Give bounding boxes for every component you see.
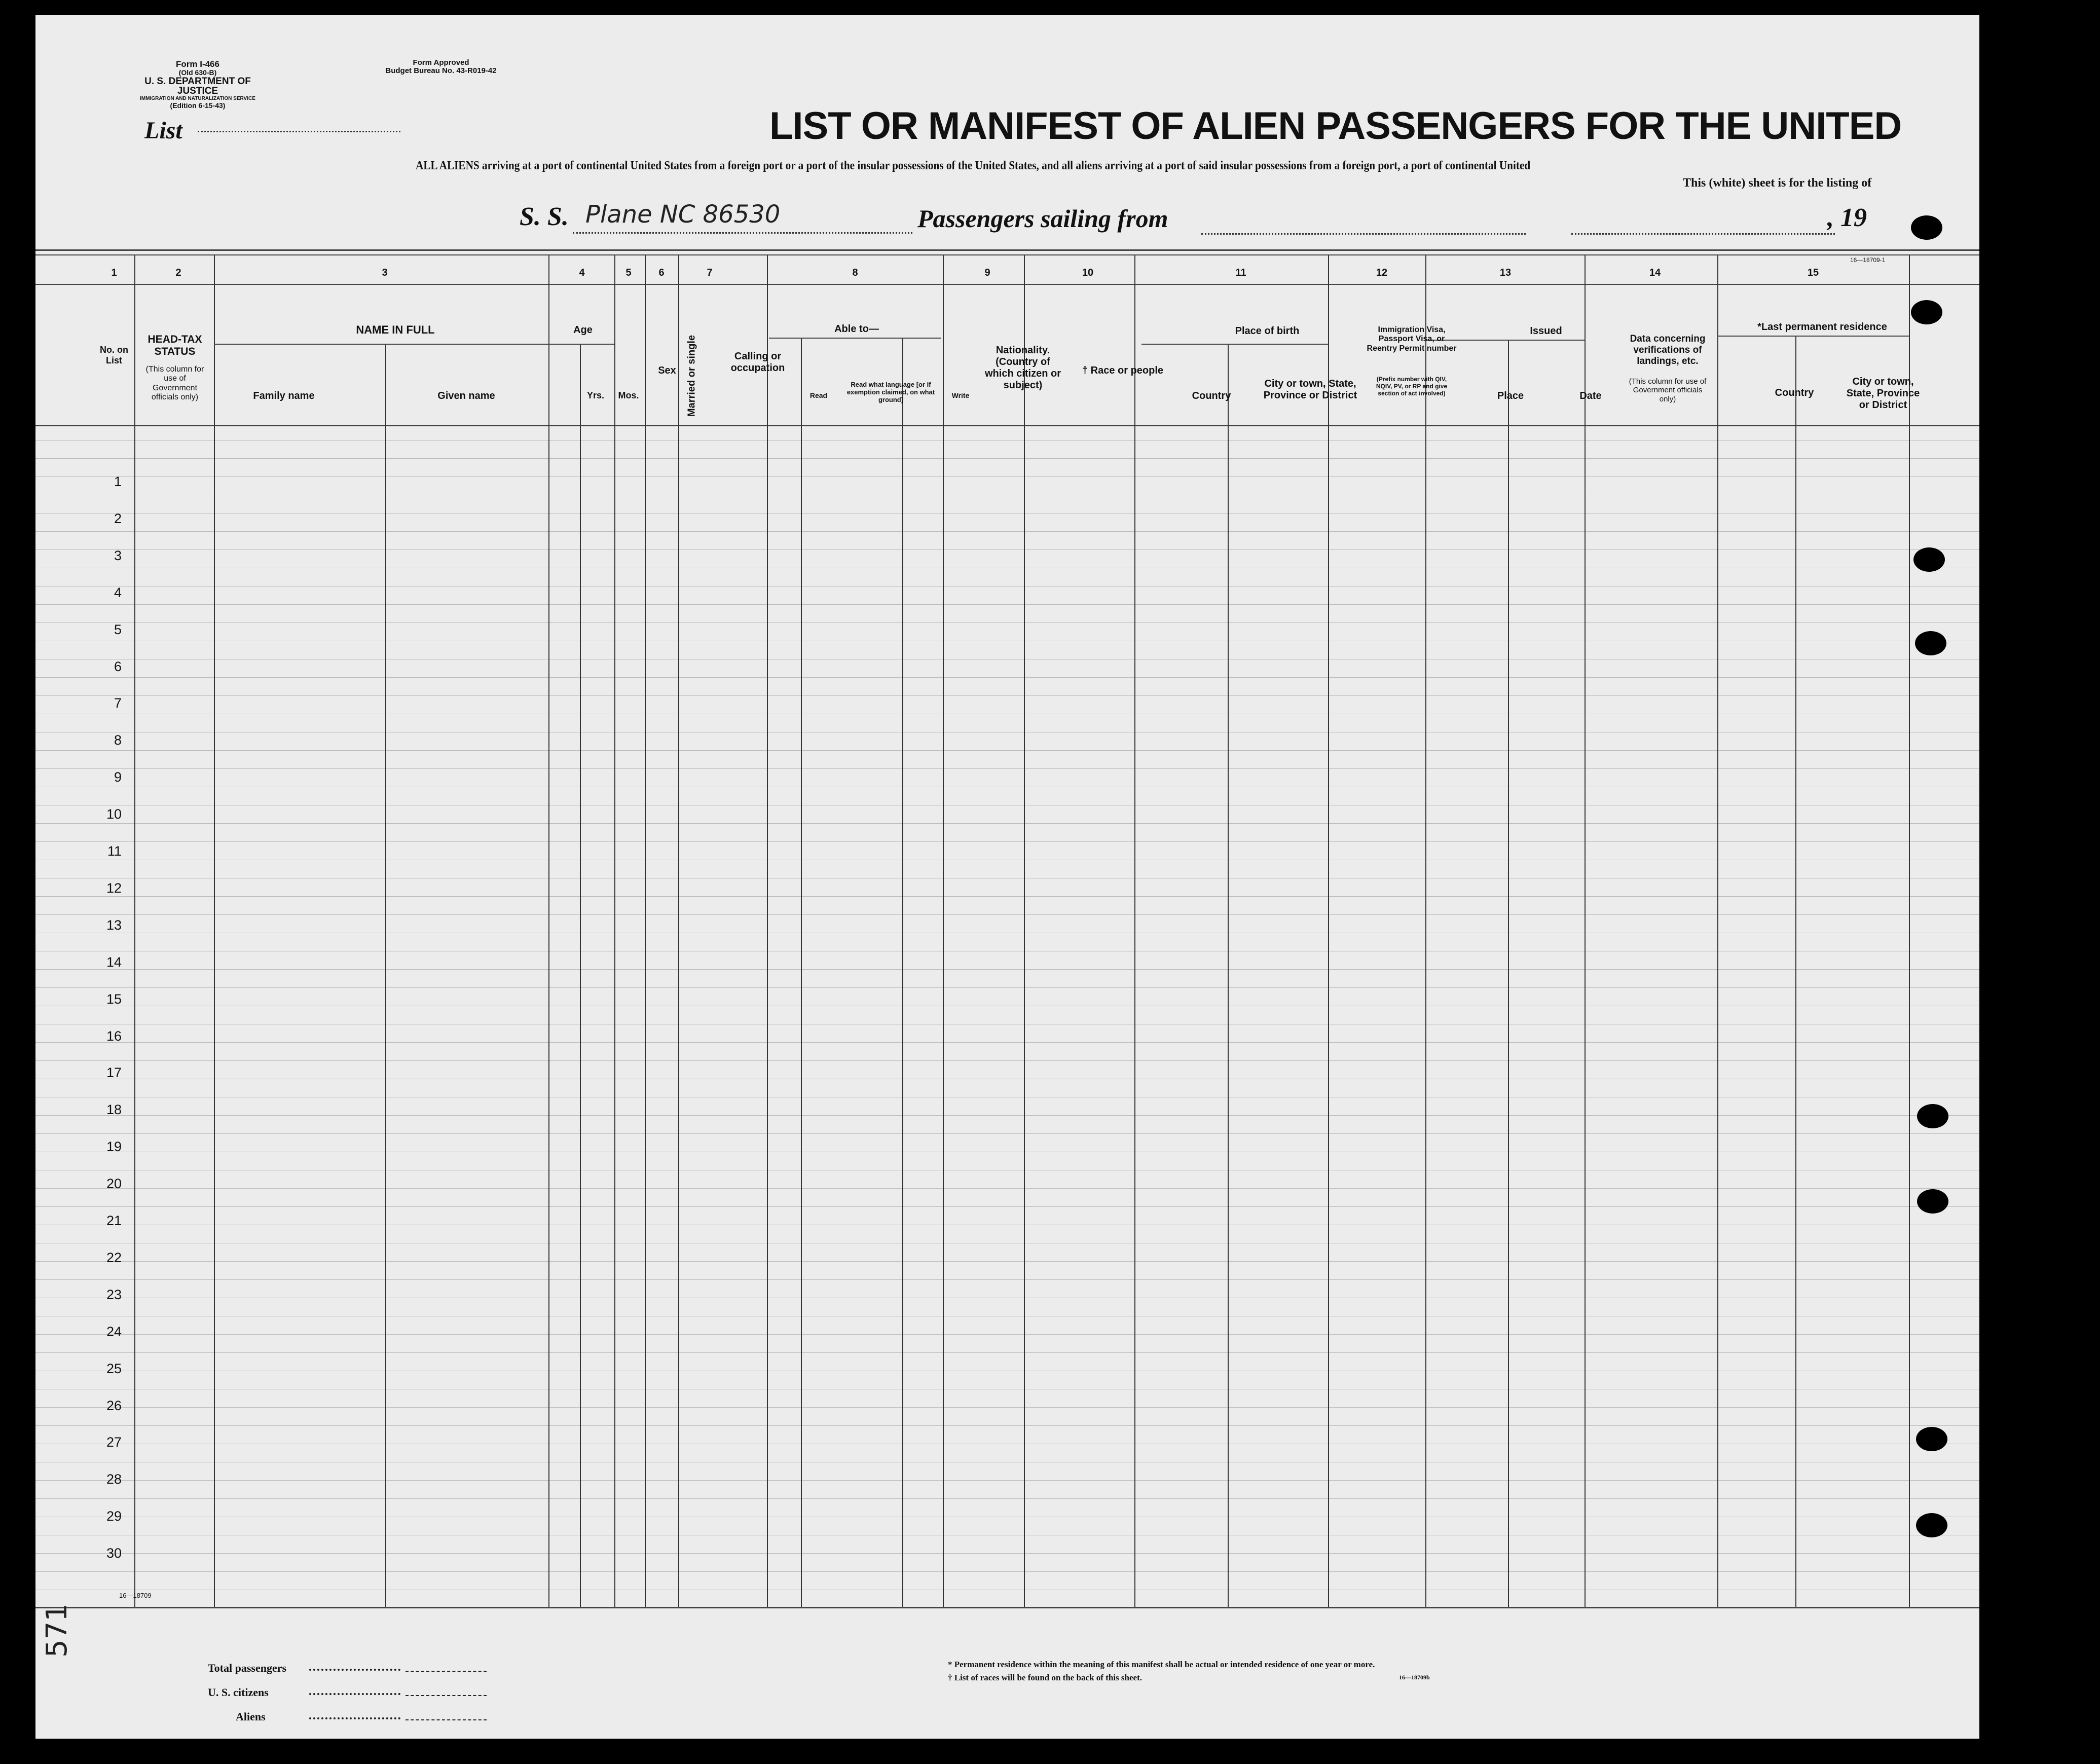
column-rule (1024, 255, 1025, 1607)
vessel-name-handwritten: Plane NC 86530 (585, 200, 781, 229)
ledger-line (35, 1261, 1979, 1262)
column-rule (801, 338, 802, 1607)
ledger-line (35, 969, 1979, 970)
ledger-line (35, 1042, 1979, 1043)
row-number: 10 (106, 806, 122, 822)
edition: (Edition 6-15-43) (170, 101, 226, 109)
hdr-nationality: Nationality. (Country of which citizen or subject) (984, 345, 1061, 391)
vessel-name-field (573, 232, 912, 234)
row-number: 19 (106, 1139, 122, 1155)
sailing-port-field (1201, 233, 1526, 235)
column-rule (1909, 255, 1910, 1607)
row-number: 23 (106, 1287, 122, 1302)
colnum-bottom-rule (35, 284, 1979, 285)
punch-hole (1917, 1189, 1948, 1214)
punch-hole (1916, 1427, 1947, 1451)
row-number: 16 (106, 1028, 122, 1044)
row-number: 15 (106, 991, 122, 1007)
hdr-place-of-birth: Place of birth (1235, 325, 1300, 337)
column-rule (1228, 344, 1229, 1607)
row-number: 3 (114, 547, 122, 563)
hdr-family-name: Family name (253, 390, 315, 401)
colnum-9: 9 (984, 267, 990, 278)
hdr-calling: Calling or occupation (730, 351, 785, 374)
column-rule (548, 255, 549, 1607)
birth-subheader-rule (1141, 344, 1328, 345)
column-rule (134, 255, 135, 1607)
column-rule (385, 344, 386, 1607)
row-number: 12 (106, 880, 122, 896)
ledger-line (35, 1480, 1979, 1481)
row-number: 21 (106, 1213, 122, 1228)
hdr-head-tax: HEAD-TAX STATUS (148, 334, 202, 358)
row-number: 18 (106, 1102, 122, 1118)
ledger-line (35, 549, 1979, 550)
column-rule (1585, 255, 1586, 1607)
budget-bureau: Budget Bureau No. 43-R019-42 (385, 66, 497, 75)
hdr-married: Married or single (686, 335, 697, 417)
punch-hole (1911, 215, 1942, 240)
ledger-line (35, 768, 1979, 769)
ledger-line (35, 604, 1979, 605)
hdr-able-to: Able to— (834, 323, 879, 335)
row-number: 8 (114, 732, 122, 748)
column-rule (902, 338, 903, 1607)
hdr-read-language: Read what language [or if exemption claimed, on what ground] (846, 381, 935, 403)
hdr-issued-date: Date (1579, 390, 1602, 401)
hdr-data-concerning: Data concerning verifications of landings, etc. (1630, 334, 1706, 366)
hdr-res-city: City or town, State, Province or District (1846, 376, 1920, 411)
hdr-last-residence: *Last permanent residence (1757, 321, 1887, 333)
table-bottom-rule (35, 1607, 1979, 1608)
able-subheader-rule (769, 338, 941, 339)
column-rule (614, 255, 615, 1607)
row-number: 14 (106, 954, 122, 970)
hdr-issued: Issued (1530, 325, 1562, 337)
instructions-line-1: ALL ALIENS arriving at a port of continental United States from a foreign port or a port of the insular possessions of the United States, and all aliens arriving at a port of said insular possessions from a foreign port, a port of continental United (416, 159, 1531, 172)
hdr-res-country: Country (1775, 387, 1814, 398)
column-rule (1425, 255, 1426, 1607)
colnum-7: 7 (707, 267, 713, 278)
row-number: 20 (106, 1176, 122, 1192)
punch-hole (1916, 1513, 1947, 1537)
old-form-number: (Old 630-B) (178, 68, 217, 77)
column-rule (678, 255, 679, 1607)
colnum-15: 15 (1807, 267, 1819, 278)
ss-prefix: S. S. (520, 202, 569, 231)
service: IMMIGRATION AND NATURALIZATION SERVICE (140, 96, 255, 102)
form-number: Form I-466 (176, 59, 219, 69)
column-rule (1717, 255, 1718, 1607)
column-rule (1795, 336, 1796, 1607)
instructions-line-2: This (white) sheet is for the listing of (1683, 176, 1872, 190)
ledger-line (35, 1133, 1979, 1134)
row-number: 7 (114, 695, 122, 711)
approval-block (360, 59, 522, 75)
sailing-from-label: Passengers sailing from (917, 204, 1168, 233)
row-number: 9 (114, 769, 122, 785)
print-code-top: 16—18709-1 (1850, 256, 1886, 264)
hdr-issued-place: Place (1497, 390, 1524, 401)
ledger-line (35, 896, 1979, 897)
ledger-line (35, 1407, 1979, 1408)
hdr-no-on-list: No. on List (100, 345, 128, 365)
colnum-6: 6 (658, 267, 665, 278)
row-number: 5 (114, 621, 122, 637)
row-number: 24 (106, 1324, 122, 1339)
form-approved: Form Approved (413, 58, 469, 67)
row-number: 2 (114, 510, 122, 526)
punch-hole (1913, 547, 1945, 572)
hdr-write: Write (951, 391, 970, 399)
footnote-code: 16—18709b (1399, 1674, 1430, 1681)
hdr-sex: Sex (658, 365, 676, 376)
ledger-line (35, 1206, 1979, 1207)
colnum-8: 8 (852, 267, 858, 278)
punch-hole (1911, 300, 1942, 324)
hdr-read: Read (809, 391, 828, 399)
colnum-1: 1 (111, 267, 117, 278)
colnum-14: 14 (1649, 267, 1661, 278)
footnote-permanent: * Permanent residence within the meaning of this manifest shall be actual or intended residence of one year or more. (948, 1660, 1375, 1669)
row-number: 27 (106, 1435, 122, 1450)
row-number: 25 (106, 1361, 122, 1376)
row-number: 17 (106, 1065, 122, 1081)
ledger-line (35, 1425, 1979, 1426)
ledger-line (35, 622, 1979, 623)
manifest-title: LIST OR MANIFEST OF ALIEN PASSENGERS FOR THE UNITED (769, 104, 1902, 148)
age-subheader-rule (548, 344, 614, 345)
row-number: 29 (106, 1509, 122, 1524)
hdr-mos: Mos. (618, 390, 639, 400)
hdr-visa: Immigration Visa, Passport Visa, or Reentry Permit number (1367, 325, 1457, 353)
hdr-name-in-full: NAME IN FULL (356, 323, 435, 336)
row-number: 30 (106, 1546, 122, 1561)
footnote-races: † List of races will be found on the back of this sheet. (948, 1673, 1142, 1682)
form-id-block (127, 60, 269, 109)
us-citizens-label: U. S. citizens (208, 1686, 269, 1699)
colnum-3: 3 (382, 267, 388, 278)
ledger-line (35, 677, 1979, 678)
manifest-sheet (35, 15, 1979, 1739)
row-number: 11 (107, 843, 122, 859)
total-passengers-dots (309, 1669, 400, 1671)
punch-hole (1915, 631, 1946, 655)
header-top-rule-2 (35, 254, 1979, 255)
ledger-line (35, 476, 1979, 477)
column-rule (767, 255, 768, 1607)
ledger-line (35, 531, 1979, 532)
aliens-dots (309, 1717, 400, 1719)
ledger-line (35, 1279, 1979, 1280)
hdr-race: † Race or people (1082, 365, 1164, 376)
ledger-line (35, 987, 1979, 988)
colnum-11: 11 (1235, 267, 1246, 278)
row-number: 13 (106, 917, 122, 933)
colnum-4: 4 (579, 267, 585, 278)
total-passengers-label: Total passengers (208, 1662, 287, 1674)
colnum-5: 5 (625, 267, 632, 278)
punch-hole (1917, 1104, 1948, 1128)
hdr-age: Age (573, 324, 593, 336)
hdr-data-note: (This column for use of Government officials only) (1629, 377, 1707, 403)
year-prefix: , 19 (1827, 203, 1867, 232)
ledger-line (35, 1334, 1979, 1335)
colnum-13: 13 (1499, 267, 1512, 278)
ledger-line (35, 750, 1979, 751)
ledger-line (35, 823, 1979, 824)
print-code-bottom: 16—18709 (119, 1592, 152, 1599)
column-rule (645, 255, 646, 1607)
name-subheader-rule (214, 344, 578, 345)
ledger-line (35, 458, 1979, 459)
row-number: 26 (106, 1398, 122, 1413)
hdr-head-tax-note: (This column for use of Government officials only) (145, 365, 204, 402)
colnum-2: 2 (175, 267, 181, 278)
hdr-yrs: Yrs. (586, 390, 605, 400)
margin-handwritten-number: 571 (41, 1603, 73, 1658)
us-citizens-field (406, 1695, 487, 1696)
aliens-field (406, 1719, 487, 1720)
column-rule (580, 344, 581, 1607)
department: U. S. DEPARTMENT OF JUSTICE (144, 76, 251, 97)
column-rule (214, 255, 215, 1607)
ledger-line (35, 914, 1979, 915)
list-label: List (144, 117, 182, 144)
hdr-birth-country: Country (1192, 390, 1231, 401)
ledger-line (35, 1352, 1979, 1353)
row-number: 4 (114, 584, 122, 600)
row-number: 6 (114, 658, 122, 674)
column-rule (943, 255, 944, 1607)
us-citizens-dots (309, 1693, 400, 1695)
hdr-given-name: Given name (437, 390, 495, 401)
list-number-field (198, 131, 400, 132)
aliens-label: Aliens (236, 1710, 266, 1723)
residence-subheader-rule (1717, 336, 1909, 337)
header-bottom-rule (35, 425, 1979, 426)
row-number: 1 (114, 474, 122, 489)
column-rule (1328, 255, 1329, 1607)
ledger-line (35, 841, 1979, 842)
ledger-line (35, 1115, 1979, 1116)
ledger-line (35, 1060, 1979, 1061)
colnum-12: 12 (1376, 267, 1388, 278)
ledger-line (35, 1571, 1979, 1572)
ledger-line (35, 1188, 1979, 1189)
hdr-visa-note: (Prefix number with QIV, NQIV, PV, or RP and give section of act involved) (1376, 376, 1448, 397)
ledger-line (35, 1498, 1979, 1499)
ledger-line (35, 1553, 1979, 1554)
colnum-10: 10 (1082, 267, 1094, 278)
column-rule (1134, 255, 1135, 1607)
header-top-rule (35, 249, 1979, 251)
ledger-line (35, 695, 1979, 696)
sailing-date-field (1571, 233, 1835, 235)
row-number: 22 (106, 1250, 122, 1265)
hdr-birth-city: City or town, State, Province or District (1263, 378, 1357, 401)
row-number: 28 (106, 1472, 122, 1487)
total-passengers-field (406, 1671, 487, 1672)
column-rule (1508, 340, 1509, 1607)
